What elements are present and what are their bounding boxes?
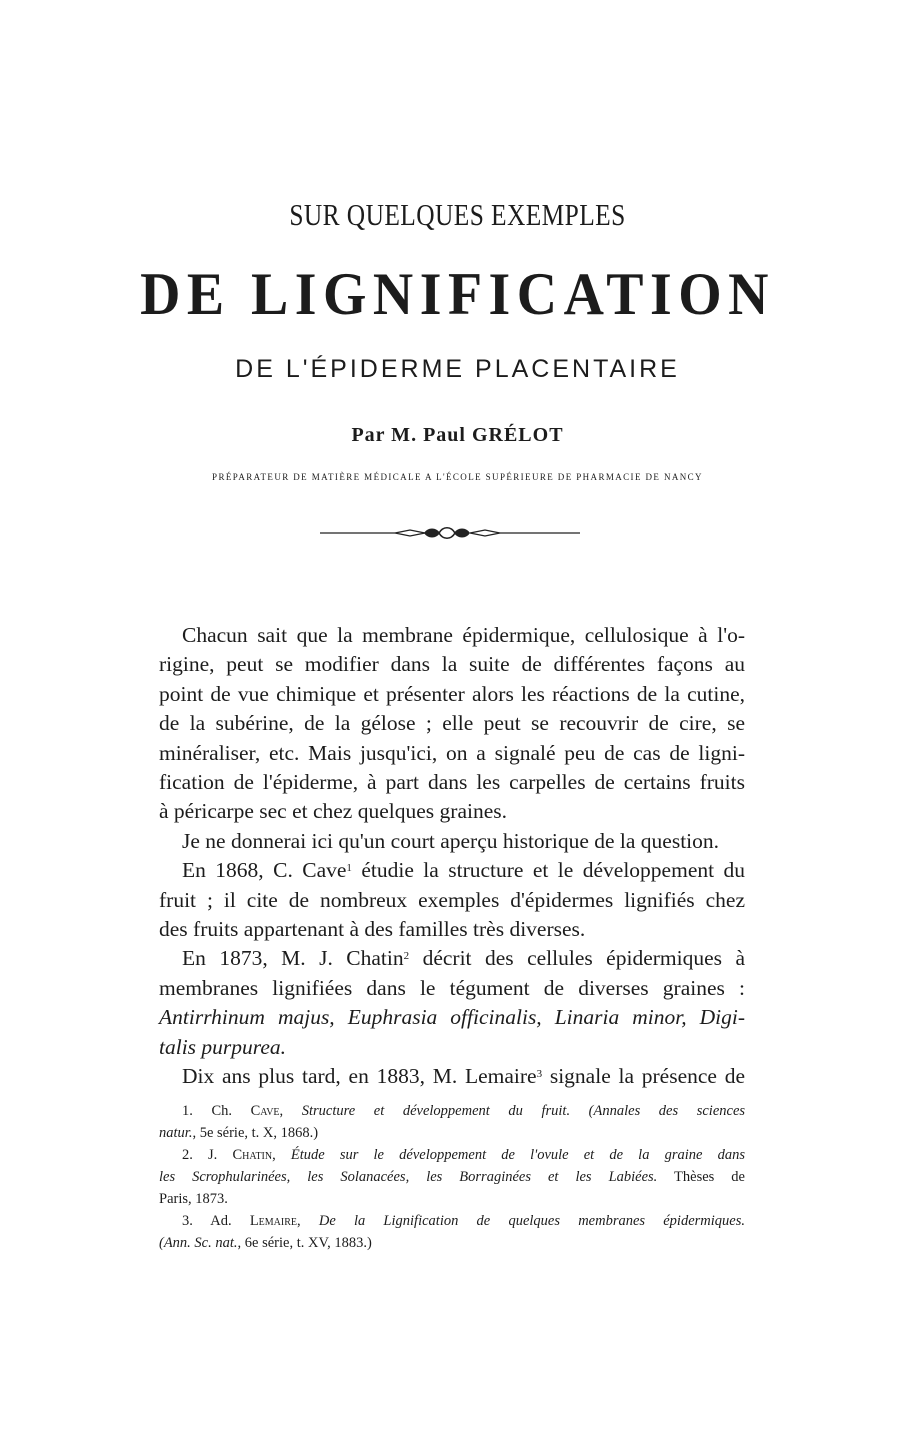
- footnote-ref: 3: [536, 1068, 543, 1081]
- text-line: Je ne donnerai ici qu'un court aperçu historique de la question.: [182, 828, 720, 853]
- text-line: rigine, peut se modifier dans la suite de différentes façons au: [159, 652, 745, 677]
- footnote-1-cont: natur., 5e série, t. X, 1868.): [159, 1125, 319, 1141]
- footnote-2: 2. J. Chatin, Étude sur le développement de l'ovule et de la graine dans: [182, 1147, 745, 1163]
- footnote-ref: 1: [346, 862, 352, 875]
- text-line: minéraliser, etc. Mais jusqu'ici, on a signalé peu de cas de ligni-: [159, 740, 745, 765]
- species-list: Antirrhinum majus, Euphrasia officinalis, Linaria minor, Digi-: [159, 1005, 745, 1030]
- text-line: fruit ; il cite de nombreux exemples d'épidermes lignifiés chez: [159, 887, 745, 912]
- text-line: En 1868, C. Cave$^1$ étudie la structure et le développement du: [182, 858, 746, 883]
- footnote-3-cont: (Ann. Sc. nat., 6e série, t. XV, 1883.): [159, 1235, 372, 1251]
- footnotes: [159, 1100, 745, 1254]
- text-line: En 1873, M. J. Chatin$^2$ décrit des cellules épidermiques à: [182, 946, 745, 971]
- main-title: DE LIGNIFICATION: [140, 261, 775, 327]
- footnote-2-cont: les Scrophularinées, les Solanacées, les Borraginées et les Labiées. Thèses de: [159, 1169, 745, 1185]
- ornament-divider: [320, 523, 580, 543]
- footnote-ref: 2: [403, 950, 410, 963]
- text-line: à péricarpe sec et chez quelques graines.: [159, 799, 507, 824]
- author-line: Par M. Paul GRÉLOT: [351, 424, 564, 446]
- title-line-3: DE L'ÉPIDERME PLACENTAIRE: [235, 355, 680, 383]
- footnote-1: 1. Ch. Cave, Structure et développement du fruit. (Annales des sciences: [182, 1103, 746, 1119]
- footnote-3: 3. Ad. Lemaire, De la Lignification de quelques membranes épidermiques.: [182, 1213, 745, 1229]
- title-line-1: SUR QUELQUES EXEMPLES: [289, 197, 626, 232]
- text-line: Dix ans plus tard, en 1883, M. Lemaire$^3$ signale la présence de: [182, 1064, 746, 1089]
- text-line: point de vue chimique et présenter alors les réactions de la cutine,: [159, 681, 745, 706]
- text-line: [159, 1003, 745, 1032]
- text-line: membranes lignifiées dans le tégument de diverses graines :: [159, 975, 745, 1000]
- text-line: des fruits appartenant à des familles très diverses.: [159, 917, 586, 942]
- text-line: fication de l'épiderme, à part dans les carpelles de certains fruits: [159, 770, 745, 795]
- text-line: talis purpurea.: [159, 1034, 287, 1059]
- affiliation-line: PRÉPARATEUR DE MATIÈRE MÉDICALE A L'ÉCOLE SUPÉRIEURE DE PHARMACIE DE NANCY: [212, 472, 703, 482]
- text-line: Chacun sait que la membrane épidermique, cellulosique à l'o-: [182, 623, 745, 647]
- body-text: [159, 621, 745, 1092]
- text-line: de la subérine, de la gélose ; elle peut se recouvrir de cire, se: [159, 711, 745, 736]
- footnote-2-cont: Paris, 1873.: [159, 1191, 228, 1207]
